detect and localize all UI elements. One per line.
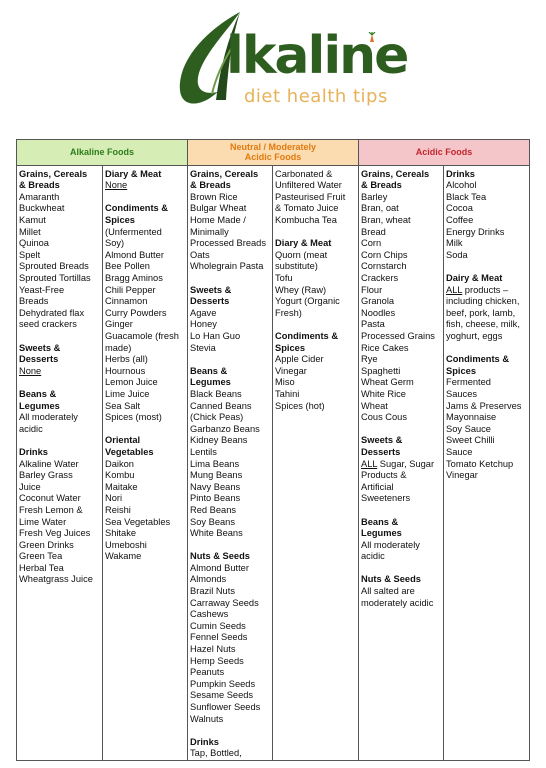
category-heading: & Breads [361, 180, 402, 191]
table-body-row [17, 165, 530, 760]
list-item: Carraway Seeds [190, 597, 259, 608]
list-item: Vinegar [275, 365, 307, 376]
list-item: All salted are [361, 586, 415, 597]
spacer [446, 343, 528, 355]
list-item: substitute) [275, 261, 318, 272]
list-item: Millet [19, 226, 41, 237]
category-heading: Legumes [190, 377, 231, 388]
list-item: Unfiltered Water [275, 180, 342, 191]
list-item: Stevia [190, 342, 216, 353]
category-heading: Condiments & [446, 354, 510, 365]
alkaline-header [17, 140, 188, 166]
list-item: Brown Rice [190, 191, 238, 202]
list-item: Kombucha Tea [275, 215, 337, 226]
list-item: Processed Breads [190, 238, 266, 249]
list-item: Nori [105, 493, 123, 504]
list-item: Mayonnaise [446, 412, 497, 423]
list-item: Green Tea [19, 551, 63, 562]
list-item: Alcohol [446, 180, 477, 191]
list-item: Black Tea [446, 191, 487, 202]
list-item: Corn Chips [361, 249, 408, 260]
list-item: Soy Beans [190, 516, 235, 527]
list-item: All moderately [361, 539, 420, 550]
list-item: Spices (most) [105, 412, 162, 423]
category-heading: Spices [446, 365, 476, 376]
list-item: Soy Sauce [446, 423, 491, 434]
acidic-header [359, 140, 530, 166]
list-item: Sea Salt [105, 400, 141, 411]
list-item: Black Beans [190, 388, 242, 399]
list-item: Curry Powders [105, 307, 167, 318]
neutral-column-2 [273, 165, 359, 760]
category-heading: Nuts & Seeds [361, 574, 421, 585]
list-item: Maitake [105, 481, 138, 492]
list-item: acidic [361, 551, 385, 562]
list-item: Navy Beans [190, 481, 241, 492]
category-heading: Nuts & Seeds [190, 551, 250, 562]
list-item: Flour [361, 284, 383, 295]
category-heading: Legumes [19, 400, 60, 411]
category-heading: Desserts [361, 446, 401, 457]
category-heading: Vegetables [105, 446, 154, 457]
list-item: Cashews [190, 609, 229, 620]
list-item: Barley Grass [19, 470, 73, 481]
list-item: Carbonated & [275, 168, 333, 179]
list-item [361, 459, 442, 471]
logo-subtitle: diet health tips [244, 86, 388, 107]
spacer [190, 725, 271, 737]
spacer [275, 227, 357, 239]
list-item: Mung Beans [190, 470, 243, 481]
spacer [19, 331, 101, 343]
list-item: Lime Water [19, 516, 67, 527]
list-item: beef, pork, lamb, [446, 307, 516, 318]
list-item: moderately acidic [361, 597, 434, 608]
list-item: Bread [361, 226, 386, 237]
list-item: Fresh Lemon & [19, 504, 83, 515]
category-heading: Grains, Cereals [361, 168, 430, 179]
category-heading: Diary & Meat [275, 238, 332, 249]
list-item: fish, cheese, milk, [446, 319, 520, 330]
spacer [190, 354, 271, 366]
spacer [361, 505, 442, 517]
list-item: Sea Vegetables [105, 516, 171, 527]
list-item: Peanuts [190, 667, 225, 678]
list-item: (Unfermented [105, 226, 162, 237]
category-heading: Drinks [446, 168, 475, 179]
alkaline-column-1 [17, 165, 103, 760]
list-item: Canned Beans [190, 400, 252, 411]
list-item-text: products – [462, 284, 509, 295]
category-heading: Grains, Cereals [190, 168, 259, 179]
neutral-header-label-1: Neutral / Moderately [230, 142, 317, 152]
category-heading: Spices [275, 342, 305, 353]
list-item: Herbal Tea [19, 562, 64, 573]
list-item: Coffee [446, 215, 474, 226]
list-item: Herbs (all) [105, 354, 148, 365]
list-item: Agave [190, 307, 217, 318]
list-item: Ginger [105, 319, 133, 330]
food-table [16, 139, 530, 761]
acidic-header-label: Acidic Foods [415, 147, 473, 158]
list-item: Tap, Bottled, [190, 748, 242, 759]
list-item: seed crackers [19, 319, 77, 330]
list-item: Sweet Chilli [446, 435, 495, 446]
category-heading: Drinks [19, 446, 48, 457]
list-item: Bragg Aminos [105, 273, 163, 284]
list-item: Almond Butter [105, 249, 164, 260]
logo-title: lkaline [226, 26, 408, 86]
list-item [446, 285, 528, 297]
list-item: Cumin Seeds [190, 620, 246, 631]
category-heading: Grains, Cereals [19, 168, 88, 179]
list-item: Almonds [190, 574, 227, 585]
list-item: Amaranth [19, 191, 60, 202]
spacer [19, 377, 101, 389]
list-item: Pasteurised Fruit [275, 191, 346, 202]
list-item: Crackers [361, 273, 399, 284]
list-item: Granola [361, 296, 395, 307]
list-item: Soda [446, 249, 468, 260]
list-item: Wheat Germ [361, 377, 414, 388]
list-item: Quorn (meat [275, 249, 328, 260]
list-item: Fresh Veg Juices [19, 528, 91, 539]
list-item: Yogurt (Organic [275, 296, 340, 307]
list-item: Wheatgrass Juice [19, 574, 93, 585]
list-item: Alkaline Water [19, 458, 79, 469]
neutral-header [188, 140, 359, 166]
category-heading: Beans & [190, 365, 228, 376]
list-item: Lo Han Guo [190, 331, 241, 341]
list-item: including chicken, [446, 296, 520, 307]
list-item: Daikon [105, 458, 134, 469]
list-item: Processed Grains [361, 331, 435, 341]
list-item: Pasta [361, 319, 385, 330]
table-header-row [17, 140, 530, 166]
list-item: Jams & Preserves [446, 400, 522, 411]
list-item: Artificial [361, 481, 394, 492]
spacer [190, 273, 271, 285]
list-item: Kidney Beans [190, 435, 248, 446]
list-item: Tofu [275, 273, 293, 284]
acidic-column-1 [359, 165, 444, 760]
list-item: Hazel Nuts [190, 644, 236, 655]
list-item: & Tomato Juice [275, 203, 339, 214]
list-item: Tahini [275, 388, 300, 399]
category-heading: Diary & Meat [105, 168, 162, 179]
list-item: Umeboshi [105, 539, 147, 550]
list-item: Milk [446, 238, 463, 249]
category-heading: Spices [105, 215, 135, 226]
list-item: Juice [19, 481, 41, 492]
list-item: Cocoa [446, 203, 473, 214]
category-heading: Drinks [190, 736, 219, 747]
category-heading: Desserts [190, 296, 230, 307]
list-item: Soy) [105, 238, 125, 249]
list-item: Quinoa [19, 238, 49, 249]
list-item: Fennel Seeds [190, 632, 248, 643]
list-item: Bulgar Wheat [190, 203, 247, 214]
list-item: Buckwheat [19, 203, 65, 214]
list-item: Honey [190, 319, 217, 330]
list-item: Kamut [19, 215, 46, 226]
category-heading: Condiments & [105, 203, 169, 214]
emphasis-text: ALL [361, 458, 378, 469]
list-item: Guacamole (fresh [105, 331, 179, 341]
list-item: Shitake [105, 528, 137, 539]
list-item: Sprouted Tortillas [19, 273, 91, 284]
list-item: Noodles [361, 307, 396, 318]
list-item: Corn [361, 238, 382, 249]
spacer [105, 424, 186, 436]
list-item: Pinto Beans [190, 493, 241, 504]
list-item-text: Sugar, Sugar [377, 458, 435, 469]
list-item: Miso [275, 377, 295, 388]
list-item: White Beans [190, 528, 243, 539]
list-item: Cornstarch [361, 261, 407, 272]
list-item: Spaghetti [361, 365, 401, 376]
category-heading: Beans & [361, 516, 399, 527]
list-item: Reishi [105, 504, 131, 515]
list-item: Minimally [190, 226, 229, 237]
list-item: Sprouted Breads [19, 261, 89, 272]
spacer [19, 435, 101, 447]
list-item: Cous Cous [361, 412, 408, 423]
list-item: Sesame Seeds [190, 690, 254, 701]
list-item: Products & [361, 470, 407, 481]
list-item: Lemon Juice [105, 377, 158, 388]
list-item: Kombu [105, 470, 135, 481]
list-item: Bran, oat [361, 203, 399, 214]
list-item: (Chick Peas) [190, 412, 244, 423]
list-item: Fresh) [275, 307, 302, 318]
list-item: Sweeteners [361, 493, 411, 504]
list-item: Vinegar [446, 470, 478, 481]
list-item: Barley [361, 191, 388, 202]
list-item: Wholegrain Pasta [190, 261, 264, 272]
category-heading: Sweets & [190, 284, 232, 295]
list-item: Rye [361, 354, 378, 365]
list-item: Pumpkin Seeds [190, 678, 256, 689]
list-item: Sauce [446, 446, 473, 457]
category-heading: & Breads [19, 180, 60, 191]
alkaline-header-label: Alkaline Foods [70, 147, 135, 158]
category-heading: Dairy & Meat [446, 273, 503, 284]
list-item: Cinnamon [105, 296, 148, 307]
neutral-column-1 [188, 165, 273, 760]
list-item: Yeast-Free [19, 284, 65, 295]
list-item: Sauces [446, 388, 478, 399]
category-heading: Desserts [19, 354, 59, 365]
category-heading: Beans & [19, 388, 57, 399]
list-item: Garbanzo Beans [190, 423, 260, 434]
list-item: Fermented [446, 377, 491, 388]
list-item: Dehydrated flax [19, 307, 85, 318]
list-item: acidic [19, 423, 43, 434]
spacer [446, 261, 528, 273]
list-item: yoghurt, eggs [446, 331, 503, 341]
list-item: All moderately [19, 412, 78, 423]
emphasis-text: ALL [446, 284, 463, 295]
list-item: None [19, 365, 42, 376]
list-item: Whey (Raw) [275, 284, 327, 295]
alkaline-column-2 [103, 165, 188, 760]
list-item: Chili Pepper [105, 284, 156, 295]
list-item: Lime Juice [105, 388, 150, 399]
list-item: Brazil Nuts [190, 586, 235, 597]
list-item: Apple Cider [275, 354, 324, 365]
list-item: Energy Drinks [446, 226, 505, 237]
list-item: made) [105, 342, 132, 353]
list-item: Walnuts [190, 713, 224, 724]
spacer [361, 424, 442, 436]
spacer [361, 563, 442, 575]
list-item: Breads [19, 296, 49, 307]
acidic-column-2 [444, 165, 530, 760]
list-item: Wheat [361, 400, 388, 411]
spacer [275, 319, 357, 331]
list-item: Hournous [105, 365, 146, 376]
spacer [190, 540, 271, 552]
category-heading: Oriental [105, 435, 141, 446]
list-item: Red Beans [190, 504, 237, 515]
list-item: Hemp Seeds [190, 655, 244, 666]
category-heading: & Breads [190, 180, 231, 191]
neutral-header-label-2: Acidic Foods [244, 152, 302, 163]
list-item: Spices (hot) [275, 400, 325, 411]
list-item: Spelt [19, 249, 41, 260]
category-heading: Sweets & [19, 342, 61, 353]
category-heading: Sweets & [361, 435, 403, 446]
list-item: Oats [190, 249, 210, 260]
category-heading: Legumes [361, 528, 402, 539]
list-item: Tomato Ketchup [446, 458, 514, 469]
list-item: Lima Beans [190, 458, 240, 469]
list-item: Green Drinks [19, 539, 74, 550]
category-heading: Condiments & [275, 331, 339, 341]
list-item: Rice Cakes [361, 342, 409, 353]
list-item: White Rice [361, 388, 406, 399]
list-item: Almond Butter [190, 562, 249, 573]
list-item: Lentils [190, 446, 217, 457]
spacer [105, 192, 186, 204]
list-item: Sunflower Seeds [190, 702, 261, 712]
list-item: Coconut Water [19, 493, 81, 504]
list-item: Bran, wheat [361, 215, 411, 226]
list-item: Home Made / [190, 215, 246, 226]
list-item: Wakame [105, 551, 142, 562]
list-item: None [105, 180, 128, 191]
list-item: Bee Pollen [105, 261, 150, 272]
